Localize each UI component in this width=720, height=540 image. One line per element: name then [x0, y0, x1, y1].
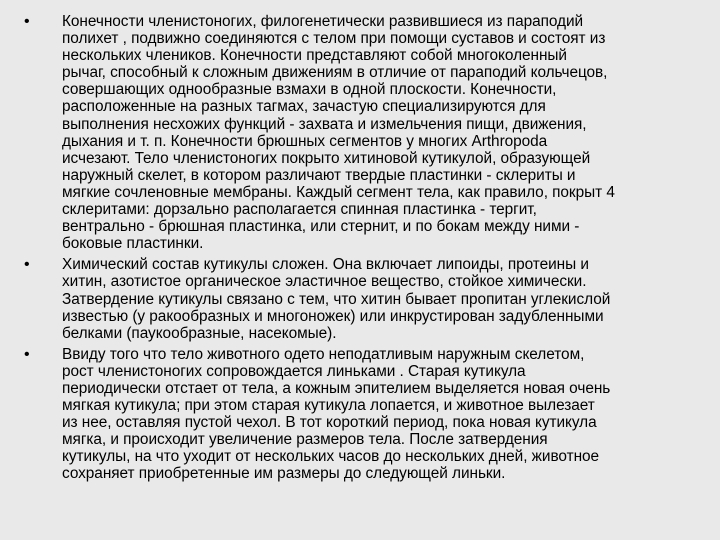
bullet-text-molting: Ввиду того что тело животного одето неподатливым наружным скелетом, рост членистоногих сопровождается линьками . Старая кутикула периодически отстает от тела, а кожным эпителием выделяется новая очень мягкая кутикула; при этом старая кутикула лопается, и животное вылезает из нее, оставляя пустой чехол. В тот короткий период, пока новая кутикула мягка, и происходит увеличение размеров тела. После затвердения кутикулы, на что уходит от нескольких часов до нескольких дней, животное сохраняет приобретенные им размеры до следующей линьки.: [62, 345, 611, 483]
bullet-marker: •: [24, 13, 30, 30]
bullet-item-molting: [0, 346, 720, 483]
bullet-text-limbs: Конечности членистоногих, филогенетически развившиеся из параподий полихет , подвижно соединяются с телом при помощи суставов и состоят из нескольких члеников. Конечности представляют собой многоколенный рычаг, способный к сложным движениям в отличие от параподий кольчецов, совершающих однообразные взмахи в одной плоскости. Конечности, расположенные на разных тагмах, зачастую специализируются для выполнения несхожих функций - захвата и измельчения пищи, движения, дыхания и т. п. Конечности брюшных сегментов у многих Arthropoda исчезают. Тело членистоногих покрыто хитиновой кутикулой, образующей наружный скелет, в котором различают твердые пластинки - склериты и мягкие сочленовные мембраны. Каждый сегмент тела, как правило, покрыт 4 склеритами: дорзально располагается спинная пластинка - тергит, вентрально - брюшная пластинка, или стернит, и по бокам между ними - боковые пластинки.: [62, 13, 615, 253]
bullet-marker: •: [24, 256, 30, 274]
bullet-list: [0, 13, 720, 487]
bullet-item-cuticle-composition: [0, 256, 720, 341]
bullet-text-cuticle-composition: Химический состав кутикулы сложен. Она включает липоиды, протеины и хитин, азотистое органическое эластичное вещество, стойкое химически. Затвердение кутикулы связано с тем, что хитин бывает пропитан углекислой известью (у ракообразных и многоножек) или инкрустирован задубленными белками (паукообразные, насекомые).: [62, 256, 611, 342]
bullet-marker: •: [24, 345, 30, 363]
bullet-item-limbs: [0, 13, 720, 252]
